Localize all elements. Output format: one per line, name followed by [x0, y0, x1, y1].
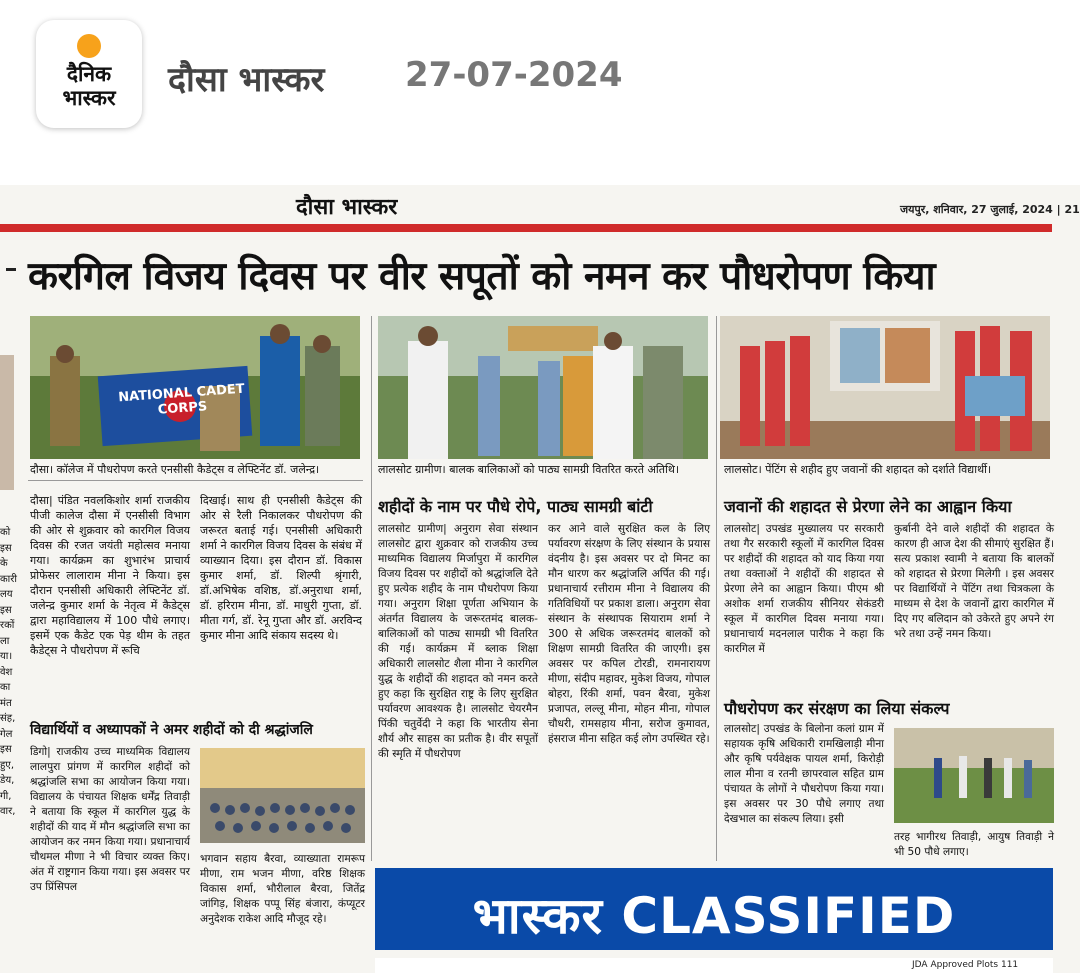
caption-photo2: लालसोट ग्रामीण। बालक बालिकाओं को पाठ्य सामग्री वितरित करते अतिथि।	[378, 463, 680, 476]
story3-column2: कर आने वाले सुरक्षित कल के लिए पर्यावरण संरक्षण के लिए संस्थान के प्रयास वंदनीय है। इस अवसर पर दो मिनट का मौन धारण कर श्रद्धांजलि अर्पित की गई। प्रधानाचार्य रत्तीराम मीना ने विद्यालय की गतिविधियों पर प्रकाश डाला। अनुराग सेवा संस्थान के संस्थापक सियाराम शर्मा ने 300 से अधिक जरूरतमंद बालकों को शिक्षण सामग्री वितरित की जाएगी। इस अवसर पर कपिल टोरडी, रामनारायण मीणा, संदीप महावर, मुकेश विजय, गोपाल बोहरा, रिंकी शर्मा, पवन बैरवा, मुकेश प्रजापत, लल्लू मीना, मोहन मीना, गोपाल चौधरी, रामसहाय मीना, सरोज कुमावत, हंसराज मीना सहित कई लोग उपस्थित रहे।	[548, 523, 710, 745]
classified-title: भास्कर CLASSIFIED	[472, 887, 956, 945]
sun-icon	[77, 34, 101, 58]
left-strip-word: इस	[0, 604, 12, 616]
red-divider	[0, 224, 1052, 232]
story1-column1: दौसा| पंडित नवलकिशोर शर्मा राजकीय पीजी कालेज दौसा में एनसीसी विभाग की ओर से शुक्रवार को कारगिल विजय दिवस की रजत जयंती महोत्सव मनाया गया। कार्यक्रम का शुभारंभ प्राचार्य प्रोफेसर लालाराम मीना ने किया। इस दौरान एनसीसी अधिकारी लेफ्टिनेंट डॉ. जलेन्द्र कुमार शर्मा के नेतृत्व में कैडेट्स द्वारा महाविद्यालय में 100 पौधे लगाए। इसमें एक कैडेट एक पेड़ थीम के तहत कैडेट्स ने पौधरोपण में रूचि	[30, 494, 190, 657]
column-divider	[371, 316, 372, 861]
bottom-ad-text: JDA Approved Plots 111	[912, 960, 1019, 970]
story2-column2: भगवान सहाय बैरवा, व्याख्याता रामरूप मीणा, राम भजन मीणा, वरिष्ठ शिक्षक विकास शर्मा, भौरीलाल बैरवा, जितेंद्र जांगिड़, शिक्षक पप्पू सिंह बंजारा, कंप्यूटर अनुदेशक राकेश आदि मौजूद रहे।	[200, 853, 365, 925]
ncc-banner-text: NATIONAL CADET CORPS	[117, 381, 246, 418]
column-divider	[716, 316, 717, 861]
edition-date: 27-07-2024	[405, 55, 623, 95]
page-info: जयपुर, शनिवार, 27 जुलाई, 2024 | 21	[900, 203, 1080, 216]
left-strip-word: ला	[0, 635, 10, 647]
left-strip-word: संह,	[0, 713, 16, 724]
photo-ncc-cadets	[30, 316, 360, 459]
story1-column2: दिखाई। साथ ही एनसीसी कैडेट्स की ओर से रैली निकालकर पौधरोपण की जरूरत बताई गई। एनसीसी अधिकारी शर्मा ने कारगिल विजय दिवस के संबंध में व्याख्यान दिया। इस दौरान डॉ. विकास कुमार शर्मा, डॉ. शिल्पी श्रृंगारी, डॉ.अभिषेक वशिष्ठ, डॉ.अनुराधा शर्मा, डॉ. हरिराम मीना, डॉ. माधुरी गुप्ता, डॉ. मीता गर्ग, डॉ. रेनू गुप्ता और डॉ. अरविन्द कुमार मीना आदि संकाय सदस्य थे।	[200, 494, 362, 642]
left-strip-word: इस	[0, 744, 12, 755]
left-strip-word: रकों	[0, 620, 15, 631]
logo-line1: दैनिक	[66, 62, 112, 86]
dainik-bhaskar-logo[interactable]	[36, 20, 142, 128]
story2-heading: विद्यार्थियों व अध्यापकों ने अमर शहीदों को दी श्रद्धांजलि	[30, 722, 313, 738]
left-strip-word: इस	[0, 542, 12, 554]
left-strip-word: कारी	[0, 573, 17, 585]
photo-distribution-illustration	[378, 316, 708, 459]
story3-heading: शहीदों के नाम पर पौधे रोपे, पाठ्य सामग्री बांटी	[378, 497, 653, 516]
photo-plantation	[894, 728, 1054, 823]
left-strip-word: या।	[0, 651, 13, 662]
caption-photo1: दौसा। कॉलेज में पौधरोपण करते एनसीसी कैडेट्स व लेफ्टिनेंट डॉ. जलेन्द्र।	[30, 463, 320, 476]
dash-mark	[6, 268, 16, 271]
left-strip-word: डेय,	[0, 775, 15, 786]
left-strip-word: को	[0, 527, 11, 538]
page-masthead: दौसा भास्कर	[296, 195, 398, 220]
story5-heading: पौधरोपण कर संरक्षण का लिया संकल्प	[724, 699, 950, 718]
left-strip-word: लय	[0, 589, 13, 600]
story2-column1: डिगो| राजकीय उच्च माध्यमिक विद्यालय लालपुरा प्रांगण में कारगिल शहीदों को श्रद्धांजलि सभा का आयोजन किया गया। विद्यालय के पंचायत शिक्षक धर्मेंद्र तिवाड़ी ने बताया कि स्कूल में कारगिल युद्ध के शहीदों की याद में मौन श्रद्धांजलि सभा का आयोजन कर नमन किया गया। प्रधानाचार्य चौथमल मीणा ने भी विचार व्यक्त किए। अंत में राष्ट्रगान किया गया। इस अवसर पर उप प्रिंसिपल	[30, 746, 190, 893]
left-strip-word: वार,	[0, 806, 16, 817]
story5-column1: लालसोट| उपखंड के बिलोना कलां ग्राम में सहायक कृषि अधिकारी रामखिलाड़ी मीना और कृषि पर्यवेक्षक पायल शर्मा, किरोड़ी लाल मीना व रतनी छापरवाल सहित ग्राम पंचायत के लोगों ने पौधरोपण किया गया। इस अवसर पर 30 पौधे लगाए तथा देखभाल का संकल्प लिया। इसी	[724, 723, 884, 825]
left-cropped-photo	[0, 355, 14, 490]
photo-painting-students	[720, 316, 1050, 459]
divider	[28, 480, 363, 481]
story4-heading: जवानों की शहादत से प्रेरणा लेने का आह्वान किया	[724, 497, 1012, 516]
edition-title: दौसा भास्कर	[168, 60, 325, 100]
left-strip-word: का	[0, 682, 11, 693]
photo-painting-illustration	[720, 316, 1050, 459]
left-strip-word: गी,	[0, 790, 12, 802]
story4-column2: कुर्बानी देने वाले शहीदों की शहादत के कारण ही आज देश की सीमाएं सुरक्षित हैं। सत्य प्रकाश स्वामी ने बताया कि बालकों को शहादत से प्रेरणा मिलेगी । इस अवसर पर विद्यार्थियों ने पेंटिंग तथा चित्रकला के माध्यम से देश के जवानों द्वारा कारगिल में दिए गए बलिदान को उकेरते हुए अपने रंग भरे तथा उन्हें नमन किया।	[894, 523, 1054, 640]
photo-distribution	[378, 316, 708, 459]
app-header	[0, 0, 1080, 185]
story4-column1: लालसोट| उपखंड मुख्यालय पर सरकारी तथा गैर सरकारी स्कूलों में कारगिल दिवस पर शहीदों की शहादत को याद किया गया तथा वक्ताओं ने शहीदों की शहादत से प्रेरणा लेने का आह्वान किया। पीएम श्री अशोक शर्मा राजकीय सीनियर सेकंडरी स्कूल में कारगिल दिवस मनाया गया। प्रधानाचार्य मदनलाल पारीक ने कहा कि कारगिल में	[724, 523, 884, 655]
main-headline: करगिल विजय दिवस पर वीर सपूतों को नमन कर पौधरोपण किया	[28, 254, 936, 299]
logo-line2: भास्कर	[62, 86, 116, 110]
left-strip-word: मंत	[0, 697, 12, 709]
caption-photo3: लालसोट। पेंटिंग से शहीद हुए जवानों की शहादत को दर्शाते विद्यार्थी।	[724, 463, 992, 476]
story5-column2: तरह भागीरथ तिवाड़ी, आयुष तिवाड़ी ने भी 50 पौधे लगाए।	[894, 831, 1054, 858]
story3-column1: लालसोट ग्रामीण| अनुराग सेवा संस्थान लालसोट द्वारा शुक्रवार को राजकीय उच्च माध्यमिक विद्यालय मिर्जापुरा में कारगिल विजय दिवस पर शहीदों को श्रद्धांजलि देते हुए प्रत्येक शहीद के नाम पौधरोपण किया गया। अनुराग शिक्षा पूर्णता अभियान के अंतर्गत विद्यालय के जरूरतमंद बालक-बालिकाओं को पाठ्य सामग्री भी वितरित की गई। कार्यक्रम में ब्लाक शिक्षा अधिकारी लालसोट शैला मीना ने कारगिल युद्ध के शहीदों की शहादत को नमन करते हुए कहा कि सुरक्षित राष्ट्र के लिए सुरक्षित पर्यावरण आवश्यक है। लालसोट चेयरमैन पिंकी चतुर्वेदी ने कहा कि भारतीय सेना शौर्य और साहस का प्रतीक है। वीर सपूतों की स्मृति में पौधरोपण	[378, 523, 538, 760]
photo-school-assembly	[200, 748, 365, 843]
left-strip-word: गेल	[0, 728, 13, 740]
photo-assembly-illustration	[200, 748, 365, 843]
photo-plantation-illustration	[894, 728, 1054, 823]
left-strip-word: वेश	[0, 666, 13, 678]
left-strip-word: के	[0, 558, 8, 569]
classified-banner[interactable]	[375, 868, 1053, 950]
left-strip-word: हुए,	[0, 759, 15, 771]
